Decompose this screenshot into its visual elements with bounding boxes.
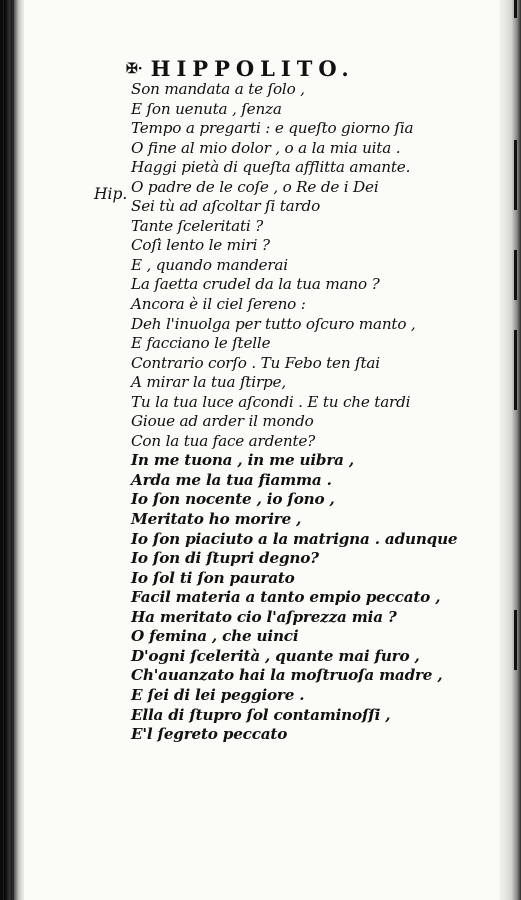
verse-line: O femina , che uinci bbox=[131, 627, 299, 646]
verse-line: Ch'auanzato hai la moſtruoſa madre , bbox=[131, 666, 443, 685]
verse-line: Sei tù ad aſcoltar ſi tardo bbox=[131, 197, 321, 216]
verse-line: O padre de le coſe , o Re de i Dei bbox=[131, 177, 379, 196]
running-head bbox=[126, 56, 355, 81]
verse-line: E , quando manderai bbox=[131, 255, 288, 274]
gutter-line bbox=[3, 0, 4, 900]
page-right-edge bbox=[499, 0, 521, 900]
verse-line: Tante ſceleritati ? bbox=[131, 216, 264, 235]
verse-line: Haggi pietà di queſta afflitta amante. bbox=[131, 158, 411, 177]
verse-line: Meritato ho morire , bbox=[131, 510, 302, 529]
gutter-line bbox=[8, 0, 9, 900]
verse-block bbox=[131, 80, 471, 745]
verse-line: Ella di ſtupro ſol contaminoſſi , bbox=[131, 705, 391, 724]
verse-line: E ſei di lei peggiore . bbox=[131, 685, 305, 704]
verse-line: Deh l'inuolga per tutto oſcuro manto , bbox=[131, 314, 416, 333]
verse-line: Tu la tua luce aſcondi . E tu che tardi bbox=[131, 392, 411, 411]
verse-line: Con la tua face ardente? bbox=[131, 431, 316, 450]
verse-line: Coſì lento le miri ? bbox=[131, 236, 270, 255]
edge-mark bbox=[514, 250, 517, 300]
verse-line: Ancora è il ciel ſereno : bbox=[131, 295, 306, 314]
verse-line: E facciano le ſtelle bbox=[131, 334, 271, 353]
verse-line: Gioue ad arder il mondo bbox=[131, 412, 314, 431]
verse-line: A mirar la tua ſtirpe, bbox=[131, 373, 286, 392]
gutter-line bbox=[13, 0, 14, 900]
verse-line: O fine al mio dolor , o a la mia uita . bbox=[131, 138, 401, 157]
verse-line: In me tuona , in me uibra , bbox=[131, 451, 354, 470]
verse-line: Io ſol ti ſon paurato bbox=[131, 568, 295, 587]
ornament-icon: ✠· bbox=[126, 61, 143, 77]
verse-line: E ſon uenuta , ſenza bbox=[131, 99, 282, 118]
verse-line: Facil materia a tanto empio peccato , bbox=[131, 588, 441, 607]
verse-line: Ha meritato cio l'aſprezza mia ? bbox=[131, 607, 397, 626]
verse-line: Tempo a pregarti : e queſto giorno ſia bbox=[131, 119, 414, 138]
verse-line: E'l ſegreto peccato bbox=[131, 725, 288, 744]
speaker-label: Hip. bbox=[94, 185, 128, 203]
verse-line: D'ogni ſcelerità , quante mai furo , bbox=[131, 646, 420, 665]
edge-mark bbox=[514, 140, 517, 210]
edge-mark bbox=[514, 0, 517, 18]
verse-line: Son mandata a te ſolo , bbox=[131, 80, 305, 98]
verse-line: Arda me la tua fiamma . bbox=[131, 470, 332, 489]
edge-mark bbox=[514, 330, 517, 410]
running-head-title: HIPPOLITO. bbox=[150, 56, 355, 81]
verse-line: Contrario corſo . Tu Febo ten ſtai bbox=[131, 353, 380, 372]
verse-line: Io ſon di ſtupri degno? bbox=[131, 549, 319, 568]
verse-line: Io ſon nocente , io ſono , bbox=[131, 490, 335, 509]
edge-mark bbox=[514, 610, 517, 670]
verse-line: La ſaetta crudel da la tua mano ? bbox=[131, 275, 380, 294]
verse-line: Io ſon piaciuto a la matrigna . adunque bbox=[131, 529, 458, 548]
